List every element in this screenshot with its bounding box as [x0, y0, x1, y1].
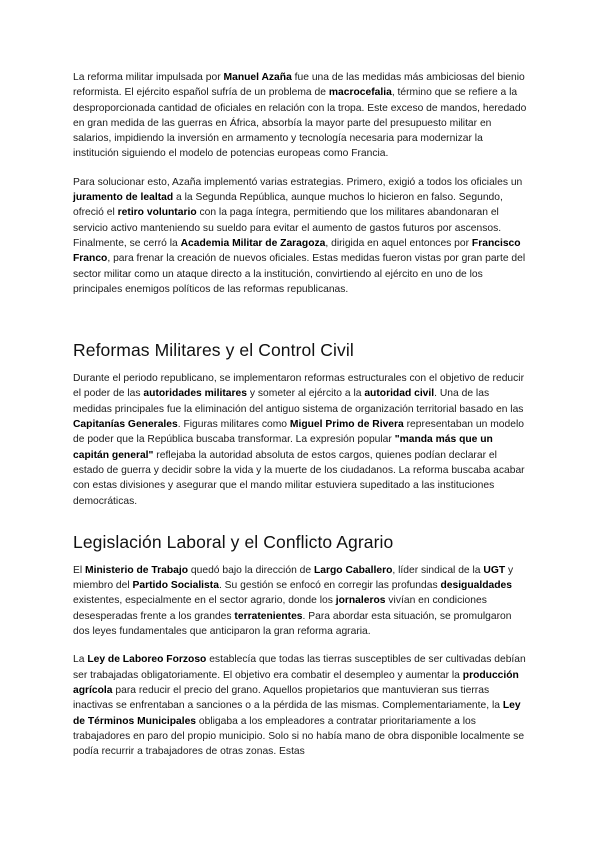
- text-run: a la Segunda República, aunque muchos lo hicieron en falso. Segundo, ofreció el: [73, 192, 503, 219]
- bold-term: Manuel Azaña: [223, 72, 292, 83]
- bold-term: Largo Caballero: [313, 564, 393, 576]
- text-run: con la paga íntegra, permitiendo que los militares abandonaran el servicio activo manteniendo su sueldo para evitar el aumento de gastos futuros por ascensos. Finalmente, se cerró la: [73, 207, 502, 249]
- intro-section: [73, 70, 527, 297]
- paragraph: [73, 175, 527, 297]
- bold-term: autoridades militares: [143, 388, 247, 400]
- section-heading: Legislación Laboral y el Conflicto Agrario: [73, 531, 394, 552]
- bold-term: macrocefalia: [328, 87, 392, 99]
- bold-term: Capitanías Generales: [73, 419, 178, 431]
- bold-term: jornaleros: [335, 595, 386, 607]
- text-run: La reforma militar impulsada por: [73, 72, 224, 83]
- bold-term: UGT: [483, 564, 506, 576]
- text-run: quedó bajo la dirección de: [188, 564, 314, 576]
- bold-term: producción agrícola: [73, 669, 519, 696]
- text-run: fue una de las medidas más ambiciosas del bienio reformista. El ejército español sufría de un problema de: [73, 72, 525, 99]
- text-run: y miembro del: [73, 564, 514, 592]
- text-run: . Su gestión se enfocó en corregir las profundas: [218, 580, 441, 592]
- text-run: , para frenar la creación de nuevos oficiales. Estas medidas fueron vistas por gran parte del sector militar como un ataque directo a la institución, convirtiendo al ejército en uno de los principales enemigos políticos de las reformas republicanas.: [73, 253, 526, 295]
- bold-term: Ley de Términos Municipales: [73, 700, 521, 727]
- text-run: . Una de las medidas principales fue la eliminación del antiguo sistema de organización territorial basado en las: [73, 388, 524, 415]
- text-run: , término que se refiere a la desproporcionada cantidad de oficiales en relación con la tropa. Este exceso de mandos, heredado en gran medida de las guerras en África, absorbía la mayor parte del presupuesto militar en salarios, impidiendo la inversión en armamento y tecnología necesaria para modernizar la institución siguiendo el modelo de potencias europeas como Francia.: [73, 87, 527, 160]
- text-run: reflejaba la autoridad absoluta de estos cargos, quienes podían declarar el estado de guerra y decidir sobre la vida y la muerte de los ciudadanos. La reforma buscaba acabar con estas divisiones y asegurar que el mando militar estuviera supeditado a las instituciones democráticas.: [73, 449, 525, 507]
- text-run: existentes, especialmente en el sector agrario, donde los: [73, 595, 336, 607]
- bold-term: "manda más que un capitán general": [73, 434, 493, 461]
- section-heading: Reformas Militares y el Control Civil: [73, 340, 354, 361]
- bold-term: autoridad civil: [364, 388, 435, 400]
- text-run: y someter al ejército a la: [247, 388, 365, 400]
- section-labor-legislation: [73, 563, 527, 760]
- paragraph: [73, 652, 527, 759]
- text-run: . Figuras militares como: [177, 419, 290, 431]
- bold-term: juramento de lealtad: [73, 192, 174, 204]
- text-run: . Para abordar esta situación, se promulgaron dos leyes fundamentales que anticiparon la gran reforma agraria.: [73, 610, 512, 638]
- text-run: El: [73, 564, 86, 576]
- text-run: representaban un modelo de poder que la República buscaba transformar. La expresión popular: [73, 419, 524, 446]
- paragraph: [73, 70, 527, 162]
- bold-term: retiro voluntario: [117, 207, 197, 219]
- bold-term: Miguel Primo de Rivera: [289, 419, 404, 431]
- text-run: Para solucionar esto, Azaña implementó varias estrategias. Primero, exigió a todos los oficiales un: [73, 176, 523, 188]
- bold-term: Ley de Laboreo Forzoso: [87, 654, 207, 666]
- bold-term: Partido Socialista: [132, 580, 219, 592]
- text-run: La: [73, 654, 88, 666]
- bold-term: Francisco Franco: [73, 237, 521, 265]
- paragraph: [73, 563, 527, 639]
- text-run: , dirigida en aquel entonces por: [325, 237, 472, 249]
- text-run: obligaba a los empleadores a contratar prioritariamente a los trabajadores en paro del propio municipio. Solo si no había mano de obra disponible localmente se podía recurrir a trabajadores de otras zonas. Estas: [73, 715, 525, 758]
- paragraph: [73, 371, 527, 509]
- text-run: para reducir el precio del grano. Aquellos propietarios que mantuvieran sus tierras inactivas se enfrentaban a sanciones o a la pérdida de las mismas. Complementariamente, la: [73, 684, 503, 712]
- text-run: , líder sindical de la: [392, 564, 484, 576]
- section-military-reforms: [73, 371, 527, 509]
- bold-term: Academia Militar de Zaragoza: [180, 237, 326, 249]
- bold-term: Ministerio de Trabajo: [85, 564, 189, 576]
- text-run: establecía que todas las tierras susceptibles de ser cultivadas debían ser trabajadas obligatoriamente. El objetivo era combatir el desempleo y aumentar la: [73, 654, 526, 681]
- text-run: Durante el periodo republicano, se implementaron reformas estructurales con el objetivo de reducir el poder de las: [73, 373, 525, 400]
- text-run: vivían en condiciones desesperadas frente a los grandes: [73, 595, 487, 622]
- bold-term: terratenientes: [234, 610, 303, 622]
- bold-term: desigualdades: [440, 580, 512, 592]
